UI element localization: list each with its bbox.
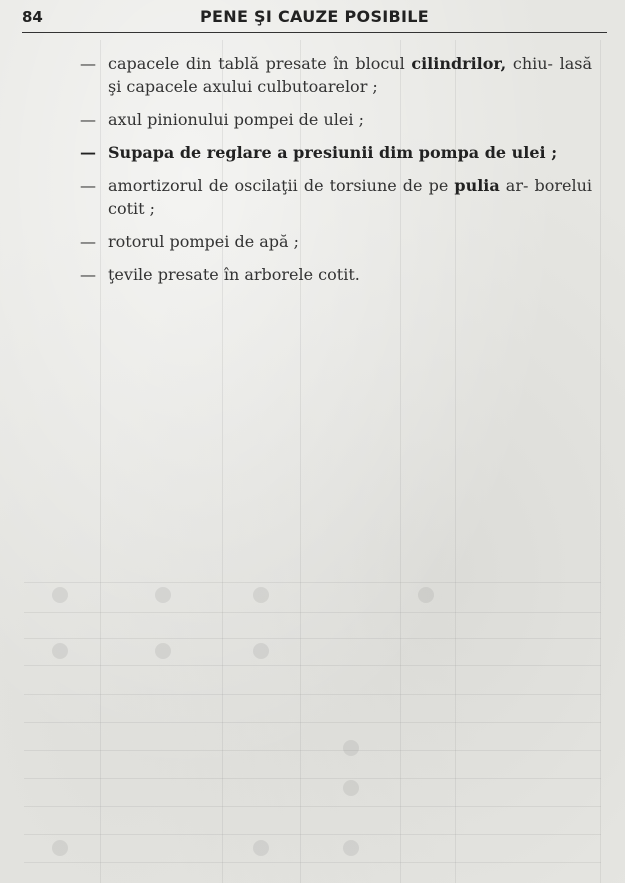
item-text: ţevile presate în arborele cotit. [108,265,360,284]
item-text: rotorul pompei de apă ; [108,232,300,251]
bleed-through-dot [343,740,359,756]
list-item [80,174,592,220]
item-text: lasă şi capacele axului culbutoarelor ; [108,54,592,96]
bleed-through-line [24,722,601,723]
bleed-through-line [24,665,601,666]
bleed-through-line [24,638,601,639]
bleed-through-dot [155,587,171,603]
item-text: cilindrilor, [411,54,507,73]
bleed-through-dot [253,587,269,603]
item-dash: — [80,232,96,251]
bleed-through-dot [155,643,171,659]
bleed-through-dot [343,780,359,796]
list-item [80,230,592,253]
list-item [80,52,592,98]
bleed-through-dot [253,840,269,856]
item-text: pulia [454,176,500,195]
item-text: borelui cotit ; [108,176,592,218]
page-header [22,6,607,33]
list-item [80,263,592,286]
bleed-through-line [24,806,601,807]
item-text: amortizorul de oscilaţii de torsiune de pe [108,176,455,195]
item-text: axul pinionului pompei de ulei ; [108,110,364,129]
bleed-through-line [24,750,601,751]
item-text: ar- [499,176,529,195]
item-text: capacele din tablă presate în blocul [108,54,412,73]
bleed-through-dot [52,643,68,659]
bleed-through-dot [52,587,68,603]
parts-list [80,52,592,296]
item-dash: — [80,176,96,195]
bleed-through-dot [52,840,68,856]
bleed-through-line [24,612,601,613]
page-number: 84 [22,8,43,26]
item-text: Supapa de reglare a presiunii dim pompa de ulei ; [108,143,558,162]
item-text: chiu- [506,54,553,73]
list-item [80,141,592,164]
bleed-through-line [24,834,601,835]
bleed-through-dot [253,643,269,659]
bleed-through-line [24,862,601,863]
bleed-through-line [24,778,601,779]
bleed-through-dot [418,587,434,603]
bleed-through-line [24,582,601,583]
list-item [80,108,592,131]
running-title: PENE ŞI CAUZE POSIBILE [200,7,429,26]
item-dash: — [80,143,96,162]
bleed-through-line [600,40,601,883]
bleed-through-dot [343,840,359,856]
bleed-through-line [24,694,601,695]
item-dash: — [80,110,96,129]
item-dash: — [80,265,96,284]
item-dash: — [80,54,96,73]
